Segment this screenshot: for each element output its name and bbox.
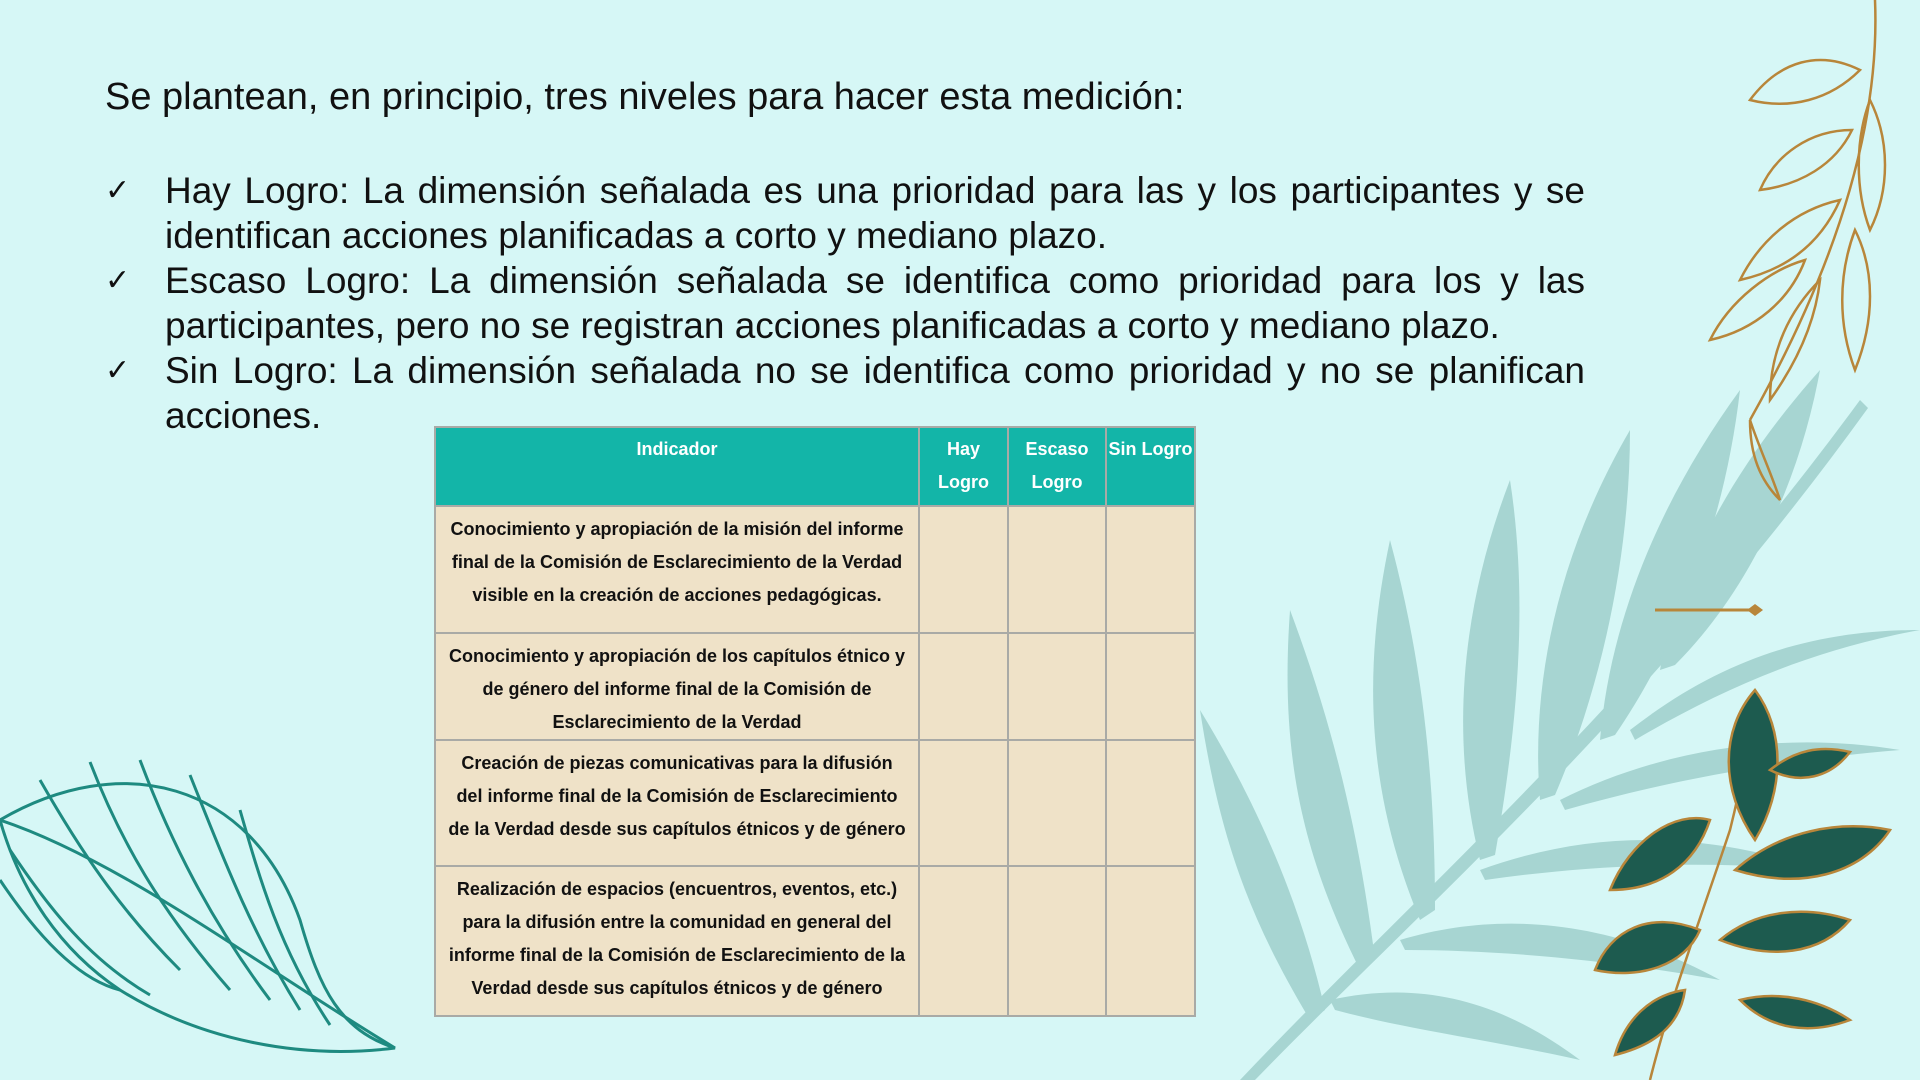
hay-logro-cell[interactable] (919, 740, 1008, 866)
hay-logro-cell[interactable] (919, 506, 1008, 633)
column-header-indicador: Indicador (435, 427, 919, 506)
indicator-table (434, 426, 1196, 1017)
indicator-cell: Creación de piezas comunicativas para la difusión del informe final de la Comisión de Esclarecimiento de la Verdad desde sus capítulos étnicos y de género (435, 740, 919, 866)
list-item (105, 168, 1585, 258)
checkmark-icon: ✓ (105, 173, 131, 208)
indicator-cell: Conocimiento y apropiación de los capítulos étnico y de género del informe final de la Comisión de Esclarecimiento de la Verdad (435, 633, 919, 740)
column-header-sin-logro: Sin Logro (1106, 427, 1195, 506)
escaso-logro-cell[interactable] (1008, 866, 1106, 1016)
bullet-text: Hay Logro: La dimensión señalada es una prioridad para las y los participantes y se identifican acciones planificadas a corto y mediano plazo. (165, 170, 1585, 256)
sin-logro-cell[interactable] (1106, 633, 1195, 740)
sin-logro-cell[interactable] (1106, 506, 1195, 633)
outline-leaf-icon (0, 740, 400, 1060)
table-row (435, 506, 1195, 633)
escaso-logro-cell[interactable] (1008, 506, 1106, 633)
escaso-logro-cell[interactable] (1008, 633, 1106, 740)
dark-leaf-branch-icon (1590, 670, 1920, 1080)
sin-logro-cell[interactable] (1106, 866, 1195, 1016)
column-header-hay-logro: Hay Logro (919, 427, 1008, 506)
gold-leaf-branch-icon (1590, 0, 1920, 520)
indicator-cell: Conocimiento y apropiación de la misión del informe final de la Comisión de Esclarecimiento de la Verdad visible en la creación de acciones pedagógicas. (435, 506, 919, 633)
table-row (435, 866, 1195, 1016)
table-row (435, 740, 1195, 866)
table-row (435, 633, 1195, 740)
indicator-cell: Realización de espacios (encuentros, eventos, etc.) para la difusión entre la comunidad en general del informe final de la Comisión de Esclarecimiento de la Verdad desde sus capítulos étnicos y de género (435, 866, 919, 1016)
hay-logro-cell[interactable] (919, 633, 1008, 740)
hay-logro-cell[interactable] (919, 866, 1008, 1016)
column-header-escaso-logro: Escaso Logro (1008, 427, 1106, 506)
bullet-text: Escaso Logro: La dimensión señalada se identifica como prioridad para los y las participantes, pero no se registran acciones planificadas a corto y mediano plazo. (165, 260, 1585, 346)
list-item (105, 258, 1585, 348)
table-header-row (435, 427, 1195, 506)
intro-text: Se plantean, en principio, tres niveles para hacer esta medición: (105, 76, 1185, 118)
list-item (105, 348, 1585, 438)
escaso-logro-cell[interactable] (1008, 740, 1106, 866)
bullet-text: Sin Logro: La dimensión señalada no se identifica como prioridad y no se planifican acciones. (165, 350, 1585, 436)
gold-arrow-icon (1655, 600, 1775, 620)
checkmark-icon: ✓ (105, 263, 131, 298)
levels-list (105, 168, 1585, 438)
sin-logro-cell[interactable] (1106, 740, 1195, 866)
checkmark-icon: ✓ (105, 353, 131, 388)
